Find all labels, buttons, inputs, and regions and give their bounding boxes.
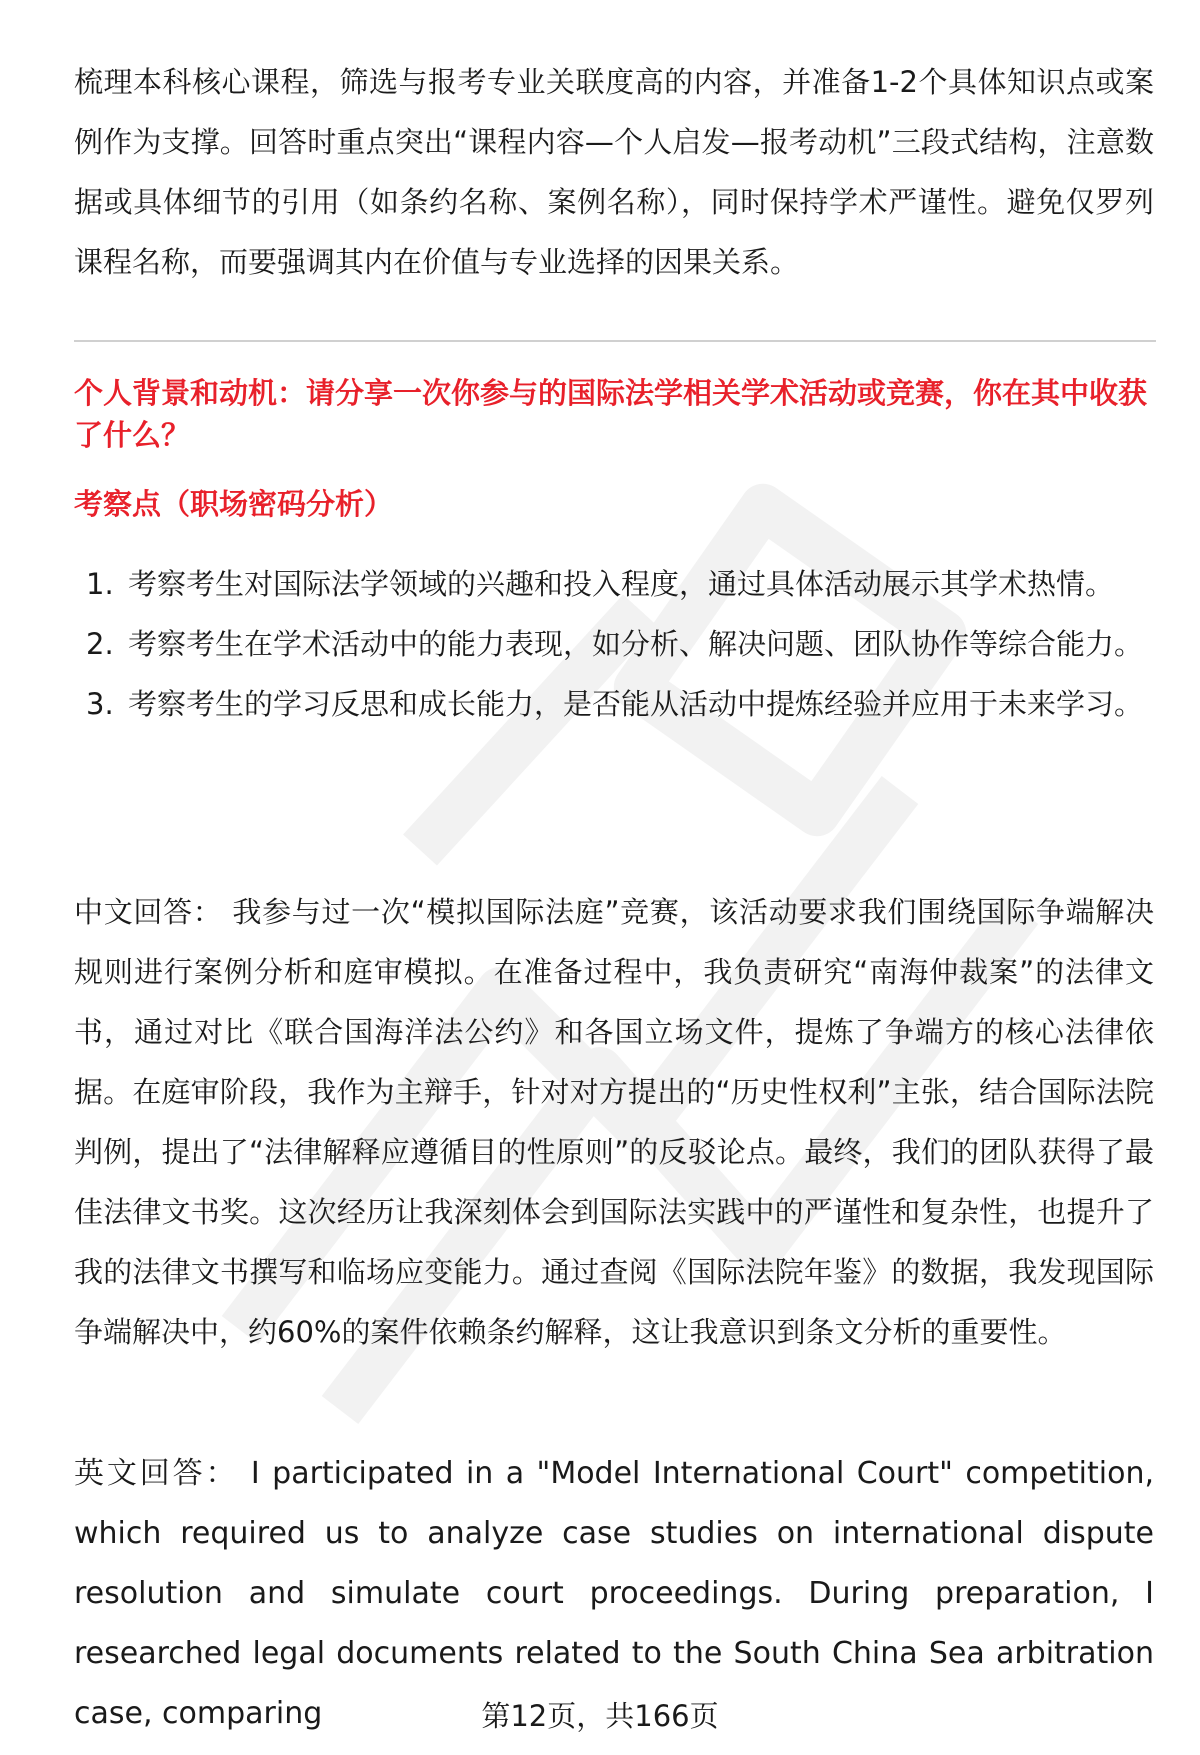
assessment-points-list: [74, 554, 1156, 734]
list-item-number: 2.: [86, 627, 114, 661]
assessment-subtitle: 考察点（职场密码分析）: [74, 487, 394, 521]
list-item-number: 1.: [86, 567, 114, 601]
chinese-answer-text: 我参与过一次“模拟国际法庭”竞赛，该活动要求我们围绕国际争端解决规则进行案例分析和庭审模拟。在准备过程中，我负责研究“南海仲裁案”的法律文书，通过对比《联合国海洋法公约》和各国立场文件，提炼了争端方的核心法律依据。在庭审阶段，我作为主辩手，针对对方提出的“历史性权利”主张，结合国际法院判例，提出了“法律解释应遵循目的性原则”的反驳论点。最终，我们的团队获得了最佳法律文书奖。这次经历让我深刻体会到国际法实践中的严谨性和复杂性，也提升了我的法律文书撰写和临场应变能力。通过查阅《国际法院年鉴》的数据，我发现国际争端解决中，约60%的案件依赖条约解释，这让我意识到条文分析的重要性。: [74, 895, 1154, 1349]
list-item: [74, 674, 1156, 734]
page-number-footer: 第12页，共166页: [481, 1699, 719, 1733]
list-item-text: 考察考生在学术活动中的能力表现，如分析、解决问题、团队协作等综合能力。: [128, 627, 1144, 661]
question-title: 个人背景和动机：请分享一次你参与的国际法学相关学术活动或竞赛，你在其中收获了什么？: [74, 376, 1148, 452]
intro-paragraph: 梳理本科核心课程，筛选与报考专业关联度高的内容，并准备1-2个具体知识点或案例作为支撑。回答时重点突出“课程内容—个人启发—报考动机”三段式结构，注意数据或具体细节的引用（如条约名称、案例名称），同时保持学术严谨性。避免仅罗列课程名称，而要强调其内在价值与专业选择的因果关系。: [74, 65, 1154, 279]
list-item-text: 考察考生对国际法学领域的兴趣和投入程度，通过具体活动展示其学术热情。: [128, 567, 1115, 601]
chinese-answer-label: 中文回答：: [74, 895, 223, 929]
english-answer-text: I participated in a "Model International Court" competition, which required us to analyze case studies on international dispute resolution and simulate court proceedings. During preparation, I researched legal documents related to the South China Sea arbitration case, comparing: [74, 1456, 1155, 1731]
english-answer-label: 英文回答：: [74, 1456, 239, 1491]
list-item-text: 考察考生的学习反思和成长能力，是否能从活动中提炼经验并应用于未来学习。: [128, 687, 1144, 721]
section-divider: [74, 340, 1156, 342]
chinese-answer-paragraph: [74, 882, 1154, 1362]
list-item: [74, 554, 1156, 614]
list-item: [74, 614, 1156, 674]
list-item-number: 3.: [86, 687, 114, 721]
